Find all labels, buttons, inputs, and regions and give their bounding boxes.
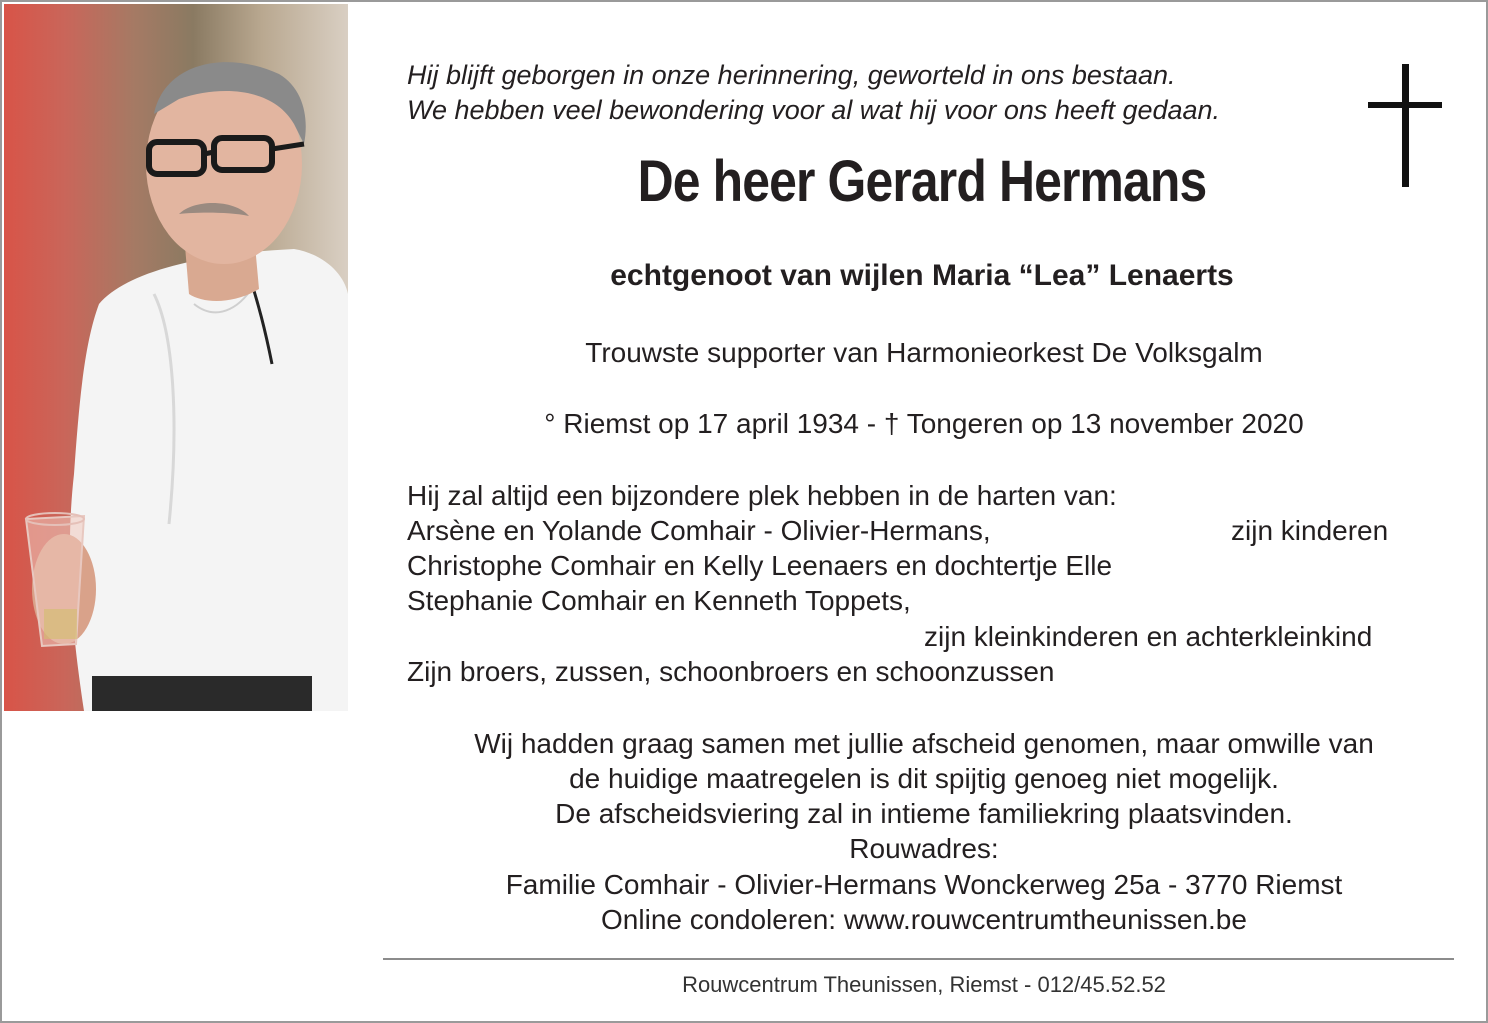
family-line-siblings: Zijn broers, zussen, schoonbroers en schoonzussen [407, 656, 1055, 687]
affiliation-line: Trouwste supporter van Harmonieorkest De Volksgalm [585, 337, 1263, 368]
notice-line-1: Wij hadden graag samen met jullie afscheid genomen, maar omwille van [474, 728, 1374, 759]
memorial-quote [407, 58, 1220, 128]
online-condolence-line: Online condoleren: www.rouwcentrumtheunissen.be [601, 904, 1247, 935]
dates-line: ° Riemst op 17 april 1934 - † Tongeren op 13 november 2020 [544, 408, 1304, 439]
family-line-grandchild-1: Christophe Comhair en Kelly Leenaers en dochtertje Elle [407, 550, 1113, 581]
notice-line-3: De afscheidsviering zal in intieme familiekring plaatsvinden. [555, 798, 1293, 829]
quote-line-2: We hebben veel bewondering voor al wat hij voor ons heeft gedaan. [407, 95, 1221, 125]
address-label: Rouwadres: [849, 833, 999, 864]
notice-line-2: de huidige maatregelen is dit spijtig genoeg niet mogelijk. [569, 763, 1279, 794]
family-line-grandchild-2: Stephanie Comhair en Kenneth Toppets, [407, 585, 911, 616]
portrait-illustration [4, 4, 348, 711]
address-line: Familie Comhair - Olivier-Hermans Wonckerweg 25a - 3770 Riemst [505, 869, 1343, 900]
grandchildren-role: zijn kleinkinderen en achterkleinkind [924, 621, 1373, 652]
portrait-photo [4, 4, 348, 711]
family-line-children: Arsène en Yolande Comhair - Olivier-Hermans, [407, 515, 991, 546]
footer-funeral-home: Rouwcentrum Theunissen, Riemst - 012/45.52.52 [682, 972, 1166, 997]
quote-line-1: Hij blijft geborgen in onze herinnering, geworteld in ons bestaan. [407, 60, 1176, 90]
spouse-line: echtgenoot van wijlen Maria “Lea” Lenaerts [610, 259, 1234, 292]
deceased-name: De heer Gerard Hermans [637, 149, 1207, 214]
footer-divider [383, 958, 1454, 960]
cross-icon [1368, 64, 1442, 188]
children-role: zijn kinderen [1231, 515, 1389, 546]
family-intro: Hij zal altijd een bijzondere plek hebben in de harten van: [407, 480, 1117, 511]
